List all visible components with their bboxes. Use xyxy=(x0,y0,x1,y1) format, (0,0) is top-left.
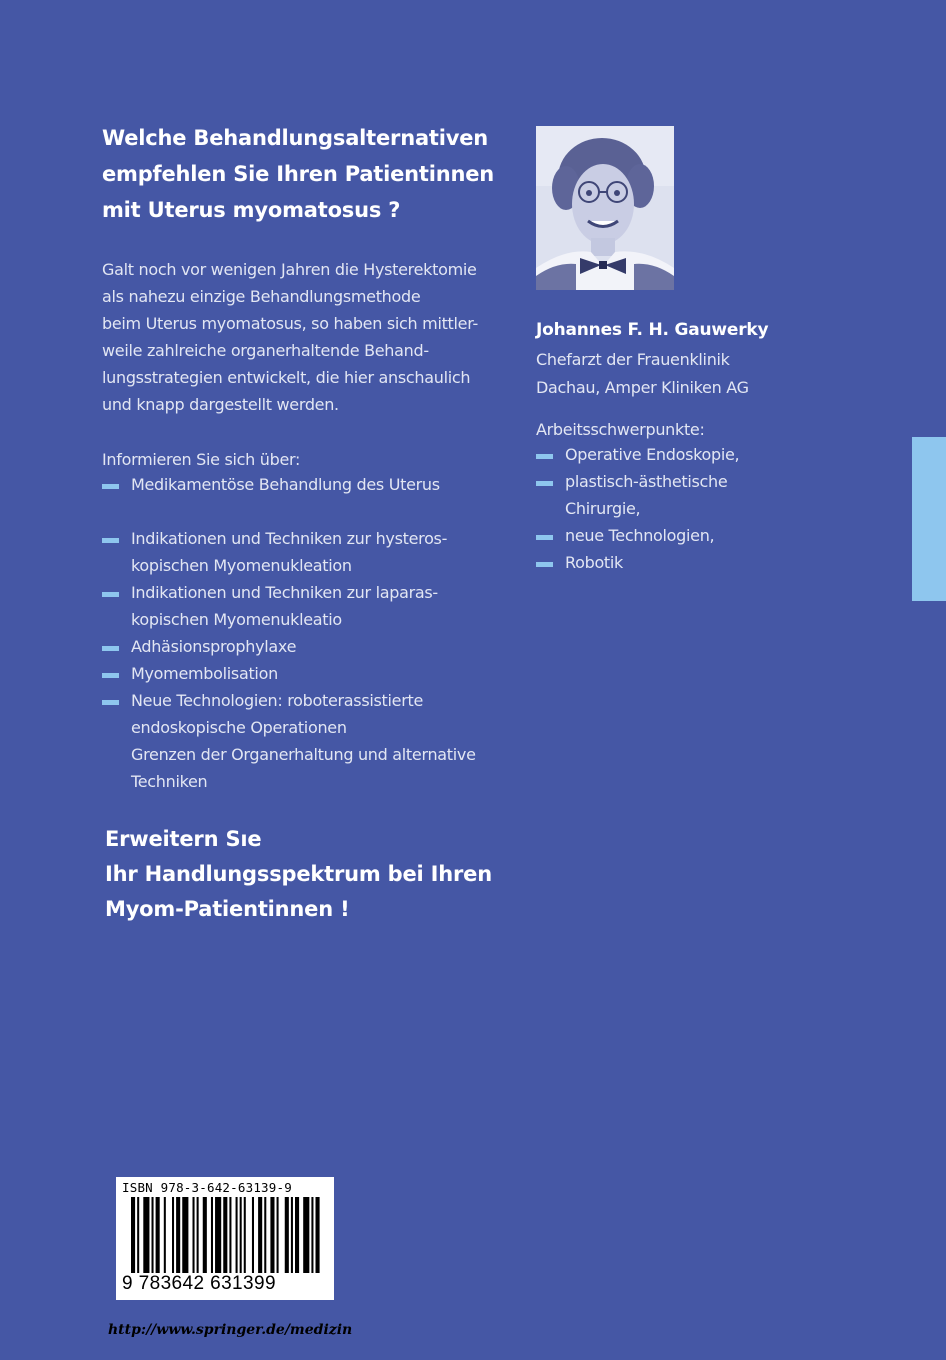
intro-line: lungsstrategien entwickelt, die hier anschaulich xyxy=(102,368,471,387)
isbn-barcode xyxy=(116,1177,334,1300)
author-position xyxy=(536,346,749,402)
topic-text: Indikationen und Techniken zur laparas- xyxy=(131,583,438,602)
bullet-bar-icon xyxy=(102,484,119,489)
topic-item xyxy=(102,633,502,660)
closing-callout xyxy=(105,822,525,927)
barcode-bar xyxy=(311,1197,313,1273)
focus-text: Robotik xyxy=(565,553,624,572)
topic-item xyxy=(102,579,502,633)
barcode-bar xyxy=(244,1197,246,1273)
topic-text: Grenzen der Organerhaltung und alternative xyxy=(131,745,476,764)
barcode-bar xyxy=(211,1197,213,1273)
topic-list-first xyxy=(102,471,502,498)
bullet-bar-icon xyxy=(102,673,119,678)
barcode-bar xyxy=(203,1197,207,1273)
side-color-tab xyxy=(912,437,946,601)
bullet-bar-icon xyxy=(102,700,119,705)
barcode-bar xyxy=(215,1197,221,1273)
topic-item xyxy=(102,525,502,579)
closing-line: Ihr Handlungsspektrum bei Ihren xyxy=(105,862,492,886)
focus-item xyxy=(536,522,796,549)
barcode-bar xyxy=(193,1197,195,1273)
author-name: Johannes F. H. Gauwerky xyxy=(536,320,769,340)
bullet-bar-icon xyxy=(536,454,553,459)
bullet-bar-icon xyxy=(536,535,553,540)
barcode-bar xyxy=(277,1197,279,1273)
intro-line: weile zahlreiche organerhaltende Behand- xyxy=(102,341,429,360)
topic-text: Neue Technologien: roboterassistierte xyxy=(131,691,424,710)
focus-item xyxy=(536,549,796,576)
topic-item xyxy=(102,471,502,498)
barcode-bar xyxy=(156,1197,160,1273)
position-line: Dachau, Amper Kliniken AG xyxy=(536,378,749,397)
publisher-url: http://www.springer.de/medizin xyxy=(108,1322,353,1338)
barcode-bar xyxy=(143,1197,149,1273)
headline-line: empfehlen Sie Ihren Patientinnen xyxy=(102,162,495,186)
topic-text: Indikationen und Techniken zur hysteros- xyxy=(131,529,448,548)
focus-item xyxy=(536,468,796,522)
topic-item xyxy=(102,660,502,687)
topic-text: Medikamentöse Behandlung des Uterus xyxy=(131,475,440,494)
barcode-bar xyxy=(176,1197,180,1273)
intro-line: beim Uterus myomatosus, so haben sich mittler- xyxy=(102,314,478,333)
barcode-bar xyxy=(197,1197,199,1273)
topic-text: kopischen Myomenukleation xyxy=(131,556,352,575)
barcode-bar xyxy=(137,1197,139,1273)
intro-paragraph xyxy=(102,256,502,418)
focus-text: Chirurgie, xyxy=(565,499,641,518)
barcode-bar xyxy=(229,1197,231,1273)
barcode-bar xyxy=(172,1197,174,1273)
barcode-bar xyxy=(152,1197,154,1273)
intro-line: als nahezu einzige Behandlungsmethode xyxy=(102,287,421,306)
barcode-bar xyxy=(285,1197,289,1273)
barcode-bar xyxy=(264,1197,266,1273)
info-label: Informieren Sie sich über: xyxy=(102,450,301,469)
focus-text: plastisch-ästhetische xyxy=(565,472,728,491)
barcode-bar xyxy=(295,1197,299,1273)
headline xyxy=(102,120,522,228)
barcode-bar xyxy=(258,1197,262,1273)
barcode-bar xyxy=(240,1197,242,1273)
barcode-bar xyxy=(270,1197,274,1273)
ean-digits: 9 783642 631399 xyxy=(122,1273,276,1294)
closing-line: Myom-Patientinnen ! xyxy=(105,897,350,921)
topic-text: Adhäsionsprophylaxe xyxy=(131,637,297,656)
barcode-bar xyxy=(252,1197,254,1273)
barcode-bar xyxy=(291,1197,293,1273)
barcode-bars xyxy=(129,1197,321,1273)
bullet-bar-icon xyxy=(536,562,553,567)
topic-text: endoskopische Operationen xyxy=(131,718,347,737)
topic-text: Myomembolisation xyxy=(131,664,278,683)
topic-text: kopischen Myomenukleatio xyxy=(131,610,342,629)
barcode-bar xyxy=(131,1197,135,1273)
topic-text: Techniken xyxy=(131,772,208,791)
barcode-bar xyxy=(164,1197,166,1273)
bullet-bar-icon xyxy=(102,592,119,597)
headline-line: mit Uterus myomatosus ? xyxy=(102,198,401,222)
closing-line: Erweitern Sıe xyxy=(105,827,262,851)
bullet-bar-icon xyxy=(102,538,119,543)
topic-list xyxy=(102,525,502,795)
topic-item xyxy=(102,687,502,795)
focus-text: Operative Endoskopie, xyxy=(565,445,740,464)
barcode-bar xyxy=(223,1197,227,1273)
focus-list xyxy=(536,441,796,576)
focus-item xyxy=(536,441,796,468)
headline-line: Welche Behandlungsalternativen xyxy=(102,126,489,150)
barcode-bar xyxy=(316,1197,320,1273)
barcode-bar xyxy=(303,1197,309,1273)
intro-line: und knapp dargestellt werden. xyxy=(102,395,339,414)
bullet-bar-icon xyxy=(536,481,553,486)
isbn-text: ISBN 978-3-642-63139-9 xyxy=(122,1180,292,1195)
barcode-bar xyxy=(182,1197,188,1273)
focus-label: Arbeitsschwerpunkte: xyxy=(536,420,705,439)
author-photo xyxy=(536,126,674,290)
barcode-bar xyxy=(236,1197,238,1273)
intro-line: Galt noch vor wenigen Jahren die Hysterektomie xyxy=(102,260,477,279)
author-portrait-image xyxy=(536,126,674,290)
position-line: Chefarzt der Frauenklinik xyxy=(536,350,730,369)
bullet-bar-icon xyxy=(102,646,119,651)
focus-text: neue Technologien, xyxy=(565,526,715,545)
